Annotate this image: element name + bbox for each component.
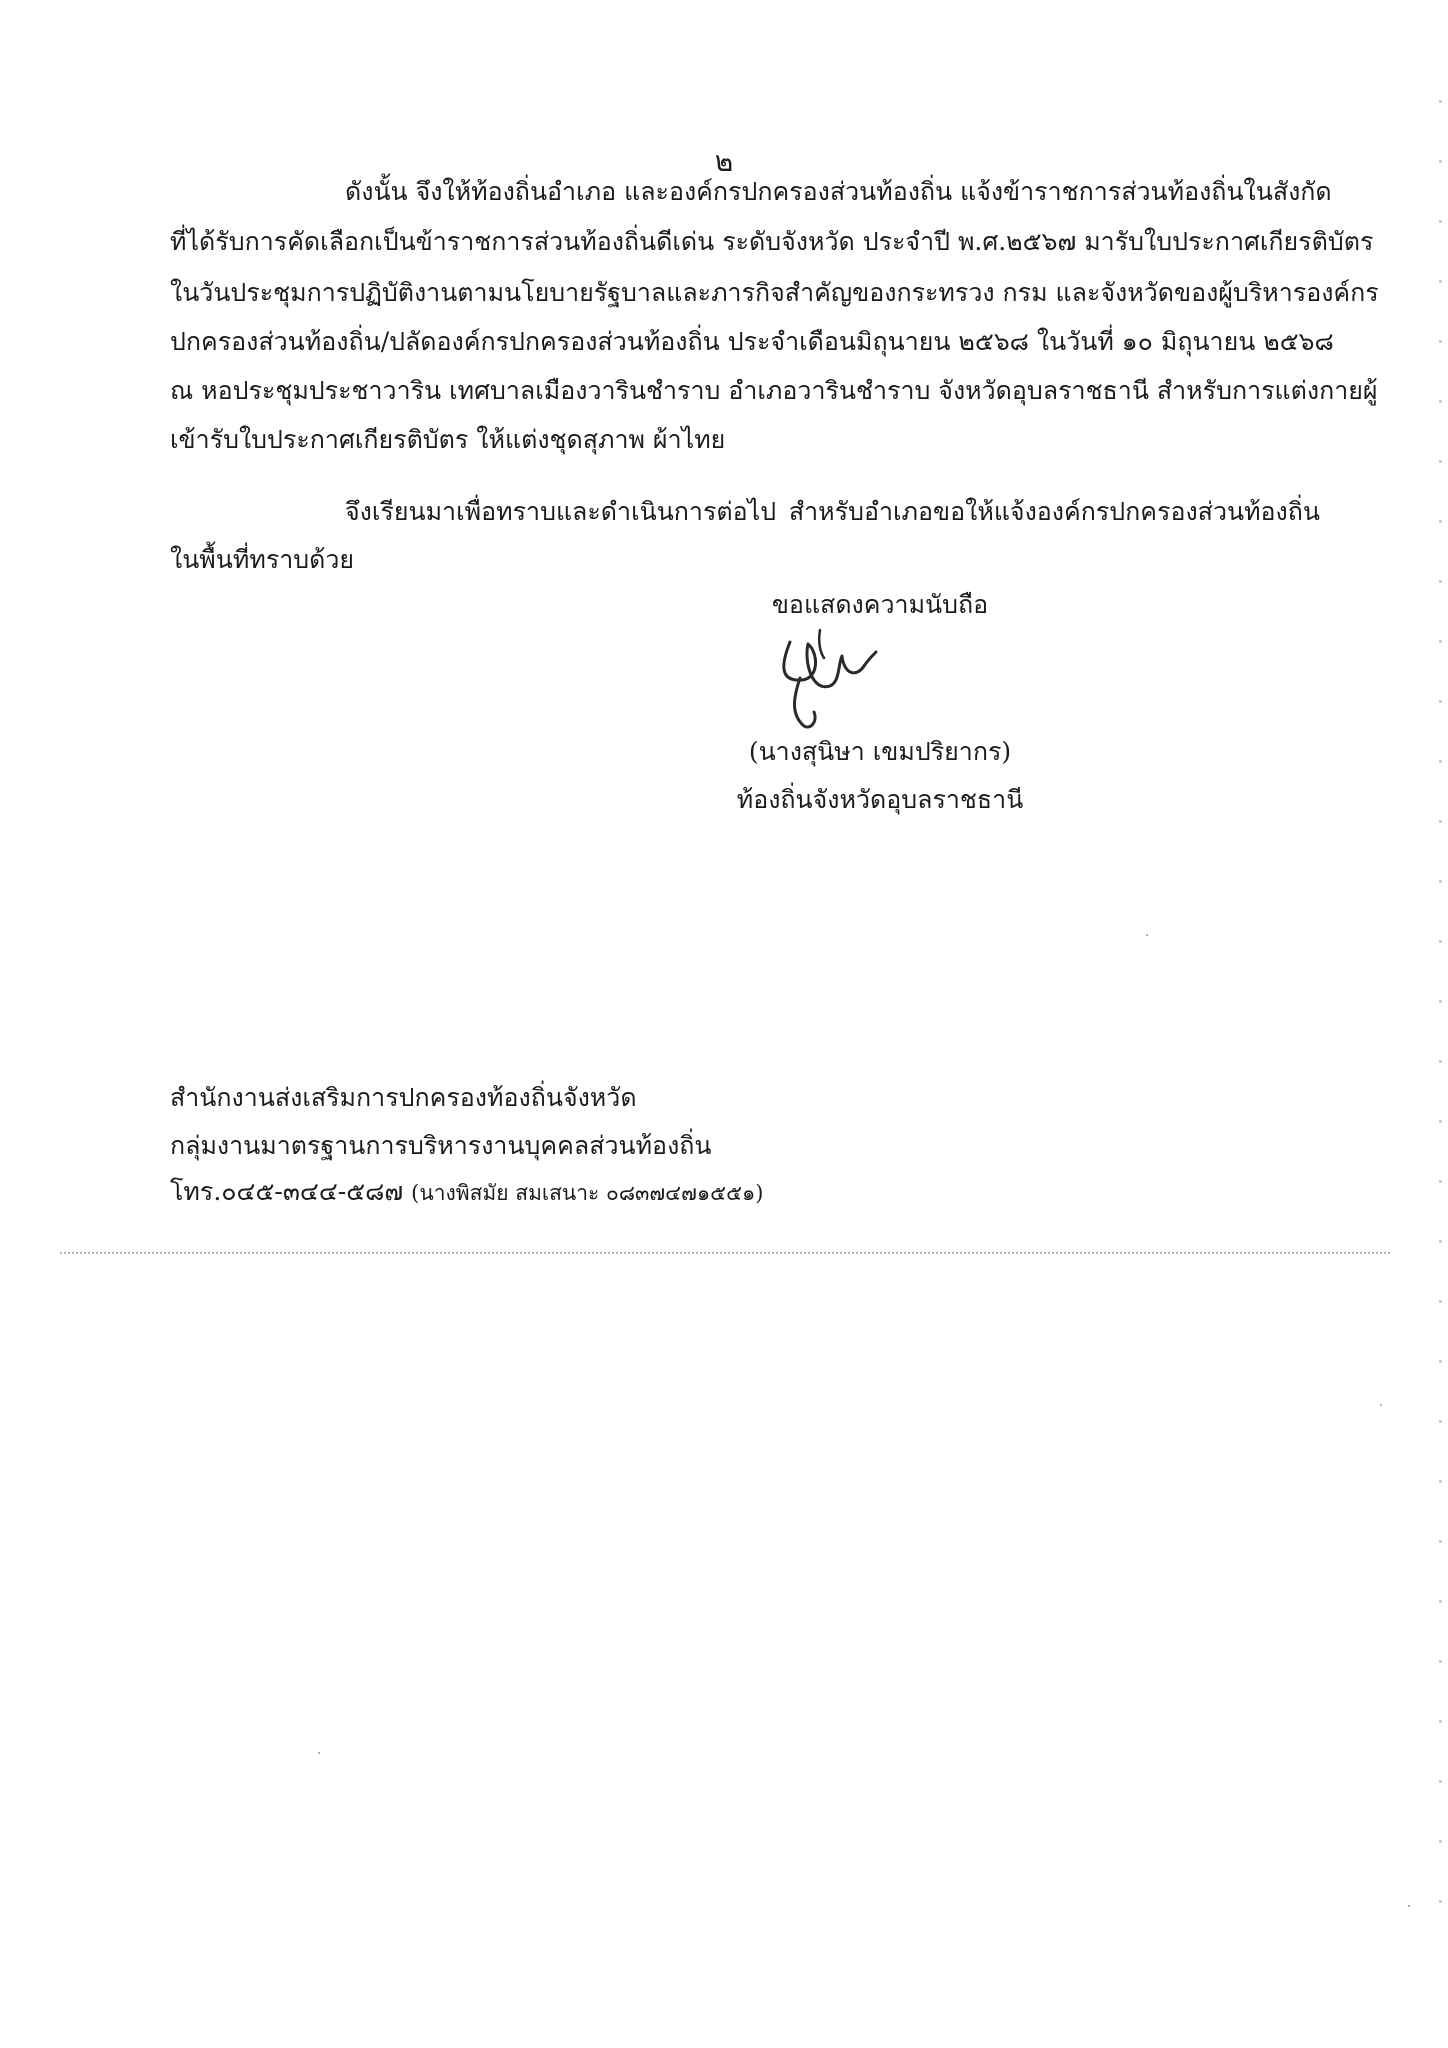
footer-division: กลุ่มงานมาตรฐานการบริหารงานบุคคลส่วนท้องถิ่น — [170, 1131, 712, 1160]
paragraph-1-line-6: เข้ารับใบประกาศเกียรติบัตร ให้แต่งชุดสุภาพ ผ้าไทย — [170, 425, 726, 454]
footer-contact-person: (นางพิสมัย สมเสนาะ ๐๘๓๗๔๗๑๕๕๑) — [411, 1181, 764, 1205]
footer-contact-line — [170, 1172, 764, 1213]
paragraph-2-line-1: จึงเรียนมาเพื่อทราบและดำเนินการต่อไป สำหรับอำเภอขอให้แจ้งองค์กรปกครองส่วนท้องถิ่น — [345, 497, 1320, 526]
scan-speck — [318, 1752, 320, 1754]
scan-dotted-rule — [60, 1252, 1390, 1254]
closing-text: ขอแสดงความนับถือ — [771, 590, 989, 619]
signatory-name: (นางสุนิษา เขมปริยากร) — [748, 737, 1012, 766]
paragraph-1-line-5: ณ หอประชุมประชาวาริน เทศบาลเมืองวารินชำราบ อำเภอวารินชำราบ จังหวัดอุบลราชธานี สำหรับการแต่งกายผู้ — [170, 376, 1378, 405]
footer-phone: โทร.๐๔๕-๓๔๔-๕๘๗ — [170, 1177, 404, 1206]
paragraph-1-line-1: ดังนั้น จึงให้ท้องถิ่นอำเภอ และองค์กรปกครองส่วนท้องถิ่น แจ้งข้าราชการส่วนท้องถิ่นในสังกัด — [345, 177, 1332, 206]
paragraph-1-line-2: ที่ได้รับการคัดเลือกเป็นข้าราชการส่วนท้องถิ่นดีเด่น ระดับจังหวัด ประจำปี พ.ศ.๒๕๖๗ มารับใบประกาศเกียรติบัตร — [170, 227, 1374, 256]
footer-office: สำนักงานส่งเสริมการปกครองท้องถิ่นจังหวัด — [170, 1083, 637, 1112]
page-number: ๒ — [714, 145, 734, 178]
paragraph-1-line-3: ในวันประชุมการปฏิบัติงานตามนโยบายรัฐบาลและภารกิจสำคัญของกระทรวง กรม และจังหวัดของผู้บริหารองค์กร — [170, 278, 1379, 307]
scan-speck — [1408, 1905, 1410, 1907]
scan-speck — [1146, 934, 1148, 936]
scan-edge-marks — [1439, 100, 1442, 1950]
handwritten-signature — [760, 622, 890, 732]
paragraph-1-line-4: ปกครองส่วนท้องถิ่น/ปลัดองค์กรปกครองส่วนท้องถิ่น ประจำเดือนมิถุนายน ๒๕๖๘ ในวันที่ ๑๐ มิถุนายน ๒๕๖๘ — [170, 327, 1334, 356]
signatory-title: ท้องถิ่นจังหวัดอุบลราชธานี — [736, 785, 1024, 814]
scan-speck — [1380, 1404, 1382, 1406]
paragraph-2-line-2: ในพื้นที่ทราบด้วย — [170, 545, 355, 574]
